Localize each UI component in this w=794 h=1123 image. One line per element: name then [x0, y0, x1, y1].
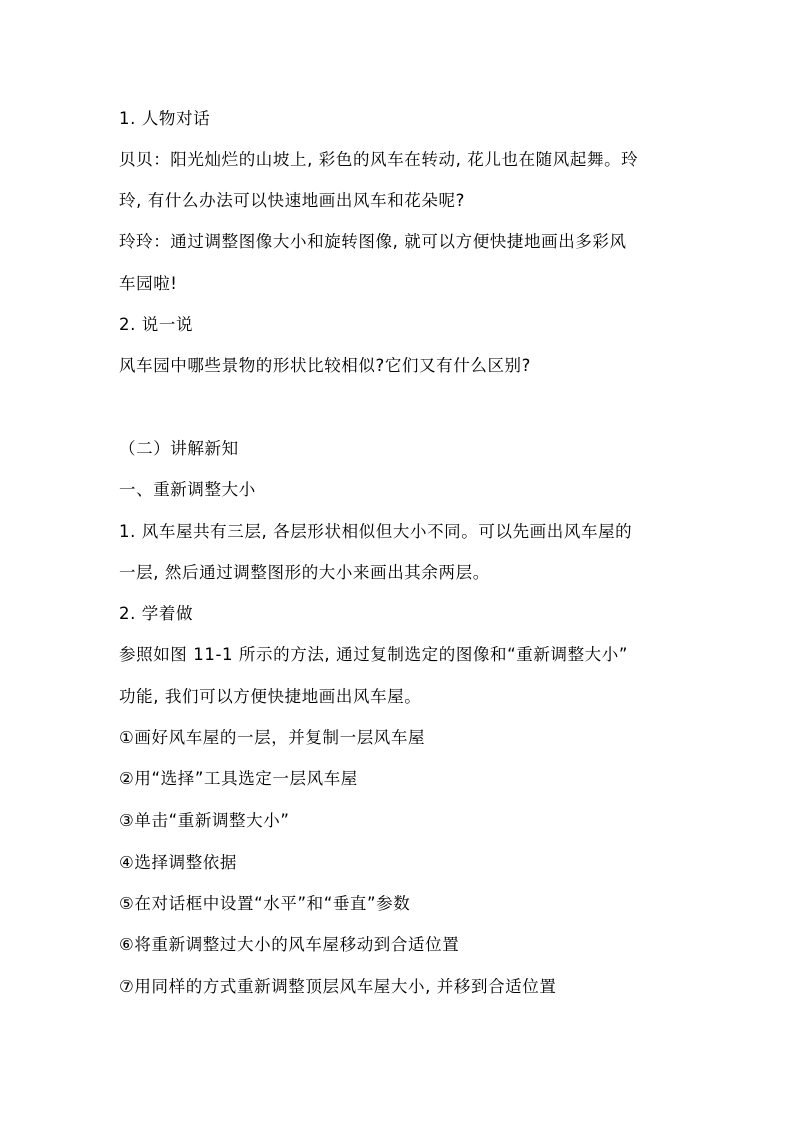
- step-7: ⑦用同样的方式重新调整顶层风车屋大小, 并移到合适位置: [119, 977, 557, 996]
- discussion-question: 风车园中哪些景物的形状比较相似?它们又有什么区别?: [119, 356, 532, 375]
- point-2-line-1: 参照如图 11-1 所示的方法, 通过复制选定的图像和“重新调整大小”: [119, 645, 629, 664]
- point-1-line-1: 1. 风车屋共有三层, 各层形状相似但大小不同。可以先画出风车屋的: [119, 522, 633, 541]
- dialogue-lingling-line-2: 车园啦!: [119, 274, 178, 293]
- step-5: ⑤在对话框中设置“水平”和“垂直”参数: [119, 894, 411, 913]
- step-6: ⑥将重新调整过大小的风车屋移动到合适位置: [119, 935, 460, 954]
- step-3: ③单击“重新调整大小”: [119, 811, 290, 830]
- step-4: ④选择调整依据: [119, 853, 237, 872]
- chapter-title: 一、重新调整大小: [119, 480, 256, 499]
- step-2: ②用“选择”工具选定一层风车屋: [119, 769, 358, 788]
- step-1: ①画好风车屋的一层，并复制一层风车屋: [119, 728, 426, 747]
- section-title-dialogue: 1. 人物对话: [119, 109, 211, 128]
- part-title: （二）讲解新知: [119, 439, 239, 458]
- section-title-discuss: 2. 说一说: [119, 315, 194, 334]
- dialogue-beibei-line-1: 贝贝：阳光灿烂的山坡上, 彩色的风车在转动, 花儿也在随风起舞。玲: [119, 150, 639, 169]
- point-2-line-2: 功能, 我们可以方便快捷地画出风车屋。: [119, 687, 422, 706]
- point-1-line-2: 一层, 然后通过调整图形的大小来画出其余两层。: [119, 563, 490, 582]
- point-2-title: 2. 学着做: [119, 604, 194, 623]
- dialogue-lingling-line-1: 玲玲：通过调整图像大小和旋转图像, 就可以方便快捷地画出多彩风: [119, 232, 627, 251]
- dialogue-beibei-line-2: 玲, 有什么办法可以快速地画出风车和花朵呢?: [119, 191, 465, 210]
